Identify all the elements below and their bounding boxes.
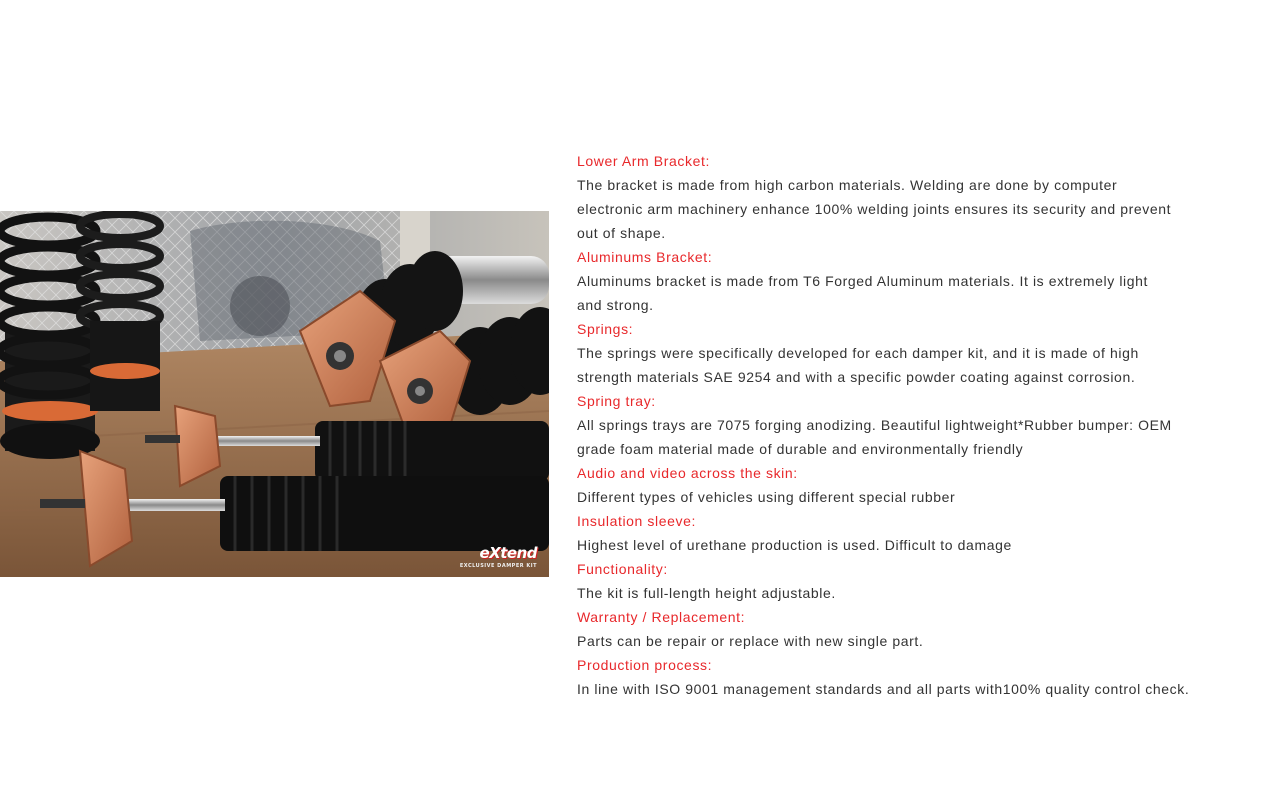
spec-heading: Aluminums Bracket: (577, 249, 713, 265)
spec-text: Parts can be repair or replace with new single part. (577, 633, 924, 649)
spec-heading: Production process: (577, 657, 713, 673)
spec-heading: Springs: (577, 321, 634, 337)
spec-item (577, 149, 1257, 245)
spec-item (577, 605, 1257, 653)
spec-text: The kit is full-length height adjustable. (577, 585, 836, 601)
spec-text: Aluminums bracket is made from T6 Forged Aluminum materials. It is extremely light and strong. (577, 273, 1149, 313)
spec-text: The springs were specifically developed for each damper kit, and it is made of high strength materials SAE 9254 and with a specific powder coating against corrosion. (577, 345, 1139, 385)
spec-list (577, 149, 1257, 701)
brand-logo-tagline: EXCLUSIVE DAMPER KIT (459, 563, 537, 569)
spec-text: In line with ISO 9001 management standards and all parts with100% quality control check. (577, 681, 1190, 697)
spec-heading: Insulation sleeve: (577, 513, 696, 529)
spec-text: All springs trays are 7075 forging anodizing. Beautiful lightweight*Rubber bumper: OEM grade foam material made of durable and environmentally friendly (577, 417, 1172, 457)
spec-heading: Warranty / Replacement: (577, 609, 746, 625)
spec-item (577, 653, 1257, 701)
spec-item (577, 389, 1257, 461)
spec-item (577, 245, 1257, 317)
spec-text: Different types of vehicles using different special rubber (577, 489, 956, 505)
brand-logo (460, 546, 537, 569)
coilover-illustration (0, 211, 549, 577)
product-photo (0, 211, 549, 577)
spec-heading: Lower Arm Bracket: (577, 153, 710, 169)
spec-text: The bracket is made from high carbon materials. Welding are done by computer electronic arm machinery enhance 100% welding joints ensures its security and prevent out of shape. (577, 177, 1172, 241)
spec-item (577, 557, 1257, 605)
spec-heading: Audio and video across the skin: (577, 465, 798, 481)
spec-heading: Spring tray: (577, 393, 656, 409)
brand-logo-name: eXtend (479, 544, 537, 562)
spec-heading: Functionality: (577, 561, 668, 577)
spec-item (577, 461, 1257, 509)
spec-item (577, 509, 1257, 557)
spec-text: Highest level of urethane production is used. Difficult to damage (577, 537, 1012, 553)
spec-item (577, 317, 1257, 389)
